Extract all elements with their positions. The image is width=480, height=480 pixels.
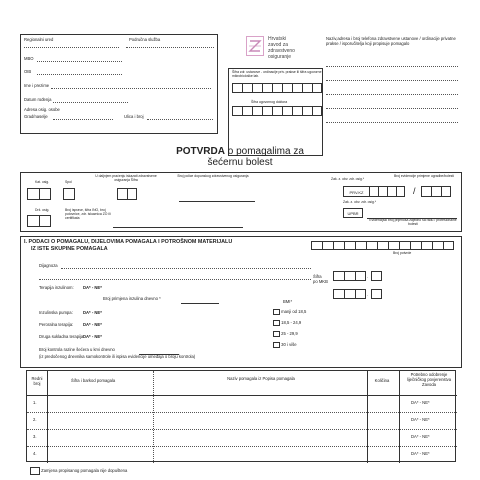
glucose-checks-label: Broj kontrola razine šećera u krvi dnevno xyxy=(39,347,115,352)
street-field[interactable] xyxy=(147,119,213,120)
zak-label: Zak. z. obv. zdr. osig.* xyxy=(331,177,365,181)
doctor-code-field[interactable] xyxy=(232,106,322,116)
name-label: Ime i prezime xyxy=(24,83,50,88)
table-row[interactable]: 3. DA* - NE* xyxy=(27,429,457,447)
drz-osig-label: Drž. osig. xyxy=(35,208,50,212)
table-row[interactable]: 4. DA* - NE* xyxy=(33,451,430,456)
col-header-qty: Količina xyxy=(374,378,390,383)
other-therapy-label: Druga sukladna terapija xyxy=(39,334,84,339)
evidence-number-label: Broj evidencije primjene ugradbe/bolesti xyxy=(393,174,455,178)
mkb-code-ext[interactable] xyxy=(371,271,382,281)
bmi-option-2[interactable]: 18,5 - 24,9 xyxy=(273,320,301,326)
bmi-option-3[interactable]: 25 - 29,9 xyxy=(273,331,298,337)
address-label: Adresa osig. osobe xyxy=(24,107,60,112)
section-heading-2: IZ ISTE SKUPINE POMAGALA xyxy=(31,246,108,252)
pump-label: Inzulinska pumpa: xyxy=(39,310,73,315)
page-title: POTVRDA o pomagalima za xyxy=(176,146,304,157)
branch-office-label: Područna služba xyxy=(129,37,161,42)
page-subtitle: šećernu bolest xyxy=(207,157,273,168)
institution-code-section xyxy=(228,68,323,156)
evidence-note: Evidencijski broj prijenosa zajedno sa radu / profesionalne bolesti xyxy=(369,218,457,226)
oib-label: OIB xyxy=(24,69,32,74)
spol-label: Spol xyxy=(65,180,72,184)
dob-label: Datum rođenja xyxy=(24,97,52,102)
city-field[interactable] xyxy=(53,119,113,120)
institution-code-label: Šifra zdr. ustanove - ordinacije priv. prakse ili šifra ugovorne mikrobiološke lab. xyxy=(232,70,322,78)
no-substitution-option[interactable] xyxy=(30,467,127,475)
institution-line-2[interactable] xyxy=(326,80,458,81)
spol-field[interactable] xyxy=(63,188,75,200)
kat-osig-label: Kat. osig. xyxy=(35,180,50,184)
col-header-code: Šifra i barkod pomagala xyxy=(71,378,116,383)
mbo-label: MBO xyxy=(24,56,34,61)
institution-line-1[interactable] xyxy=(326,66,458,67)
bmi-label: BMI* xyxy=(283,299,293,304)
bmi-option-1[interactable]: manji od 18,5 xyxy=(273,309,306,315)
city-label: Grad/naselje xyxy=(24,114,48,119)
insulin-therapy-label: Terapija inzulinom: xyxy=(39,285,74,290)
sifra-label: Šifra po MKB xyxy=(313,274,328,284)
hzzo-logo-icon xyxy=(247,37,263,55)
mbo-field[interactable] xyxy=(37,61,122,62)
mkb-code-field-2[interactable] xyxy=(333,289,366,299)
zak2-label: Zak. z. obv. zdr. osig.* xyxy=(343,200,377,204)
drz-osig-field[interactable] xyxy=(27,215,51,227)
table-header xyxy=(27,371,457,396)
checkbox-icon[interactable] xyxy=(273,309,280,315)
diagnosis-field-2[interactable] xyxy=(39,279,311,280)
regional-office-label: Regionalni ured xyxy=(24,37,54,42)
col-header-approval: Potrebno odobrenje liječničkog povjerenstva Zavoda xyxy=(406,372,452,387)
insurance-section: Kat. osig. Spol U daljnjem praćenju iskazati zdravstvene osiguranja Šifra Broj police dopunskog zdravstvenog osiguranja Zak. z. obv. zdr. osig.* Broj evidencije primjene ugradbe/bolesti PRV.KZ / Zak. z. obv. zdr. osig.* UPBR Evidencijski broj prijenosa zajedno sa radu / profesionalne bolesti Drž. osig. Broj isprave, šifra INO, broj putovnice, zdr. iskaznica ZO ili certifikata xyxy=(20,172,462,232)
mkb-code-ext-2[interactable] xyxy=(371,289,382,299)
street-label: Ulica i broj xyxy=(124,114,144,119)
kat-osig-field[interactable] xyxy=(27,188,51,200)
mkb-code-field[interactable] xyxy=(333,271,366,281)
follow-up-label: U daljnjem praćenju iskazati zdravstvene osiguranja Šifra xyxy=(95,174,157,182)
oral-therapy-options[interactable]: DA* - NE* xyxy=(83,322,102,327)
institution-line-5[interactable] xyxy=(326,122,458,123)
doctor-code-label: Šifra ugovornog doktora xyxy=(251,100,288,104)
institution-code-field[interactable] xyxy=(232,83,322,93)
patient-info-box xyxy=(20,34,218,134)
policy-number-field[interactable] xyxy=(179,201,255,202)
aids-table xyxy=(26,370,456,462)
document-number-label: Broj isprave, šifra INO, broj putovnice, zdr. iskaznica ZO ili certifikata xyxy=(65,208,111,220)
diagnosis-field[interactable] xyxy=(61,268,311,269)
institution-header-text: Naziv,adresa i broj telefona zdravstvene ustanove / ordinacije privatne prakse / isporučitelja koji propisuje pomagalo xyxy=(326,36,456,46)
table-row[interactable]: 2. DA* - NE* xyxy=(27,412,457,430)
checkbox-icon[interactable] xyxy=(30,467,40,475)
checkbox-icon[interactable] xyxy=(273,342,280,348)
section-heading: I. PODACI O POMAGALU, DIJELOVIMA POMAGALA I POTROŠNOM MATERIJALU xyxy=(24,239,233,245)
col-header-name: Naziv pomagala iz Popisa pomagala xyxy=(227,376,295,381)
insulin-therapy-options[interactable]: DA* - NE* xyxy=(83,285,102,290)
document-number-field[interactable] xyxy=(113,227,243,228)
zak-field[interactable]: PRV.KZ xyxy=(343,186,405,197)
checkbox-icon[interactable] xyxy=(273,320,280,326)
table-row[interactable]: 1. DA* - NE* xyxy=(27,395,457,413)
institution-line-4[interactable] xyxy=(326,108,458,109)
name-field[interactable] xyxy=(51,88,211,89)
oib-field[interactable] xyxy=(37,74,122,75)
upbr-field[interactable]: UPBR xyxy=(343,208,363,218)
policy-number-label: Broj police dopunskog zdravstvenog osiguranja xyxy=(177,174,249,178)
no-substitution-label: Zamjena propisanog pomagala nije dopuštena xyxy=(41,468,128,474)
confirmation-number-field[interactable] xyxy=(311,241,454,250)
col-header-num: Redni broj xyxy=(31,376,43,386)
checkbox-icon[interactable] xyxy=(273,331,280,337)
hzzo-name: Hrvatski zavod za zdravstveno osiguranje xyxy=(268,36,295,60)
oral-therapy-label: Peroralna terapija: xyxy=(39,322,74,327)
pump-options[interactable]: DA* - NE* xyxy=(83,310,102,315)
aid-section: I. PODACI O POMAGALU, DIJELOVIMA POMAGALA I POTROŠNOM MATERIJALU IZ ISTE SKUPINE POMAGALA Broj potvrde Dijagnoza Šifra po MKB . . Terapija inzulinom: DA* - NE* Broj primjena inzulina dnevno * BMI* Inzulinska pumpa: DA* - NE* Peroralna terapija: DA* - NE* Druga sukladna terapija DA* - NE* manji od 18,5 18,5 - 24,9 25 - 29,9 30 i više Broj kontrola razine šećera u krvi dnevno (iz predočenog dnevnika samokontrole ili ispisa evidencije umeđaja o broju kontrola) xyxy=(20,236,462,368)
hzzo-logo xyxy=(246,36,264,56)
insulin-per-day-field[interactable] xyxy=(181,303,219,304)
glucose-checks-note: (iz predočenog dnevnika samokontrole ili ispisa evidencije umeđaja o broju kontrola) xyxy=(39,354,196,359)
bmi-option-4[interactable]: 30 i više xyxy=(273,342,297,348)
evidence-number-field[interactable] xyxy=(421,186,451,197)
diagnosis-label: Dijagnoza xyxy=(39,263,58,268)
insulin-per-day-label: Broj primjena inzulina dnevno * xyxy=(103,296,161,301)
dob-field[interactable] xyxy=(53,102,128,103)
other-therapy-options[interactable]: DA* - NE* xyxy=(83,334,102,339)
confirmation-number-label: Broj potvrde xyxy=(393,251,412,255)
institution-line-3[interactable] xyxy=(326,94,458,95)
follow-up-field[interactable] xyxy=(117,188,137,200)
